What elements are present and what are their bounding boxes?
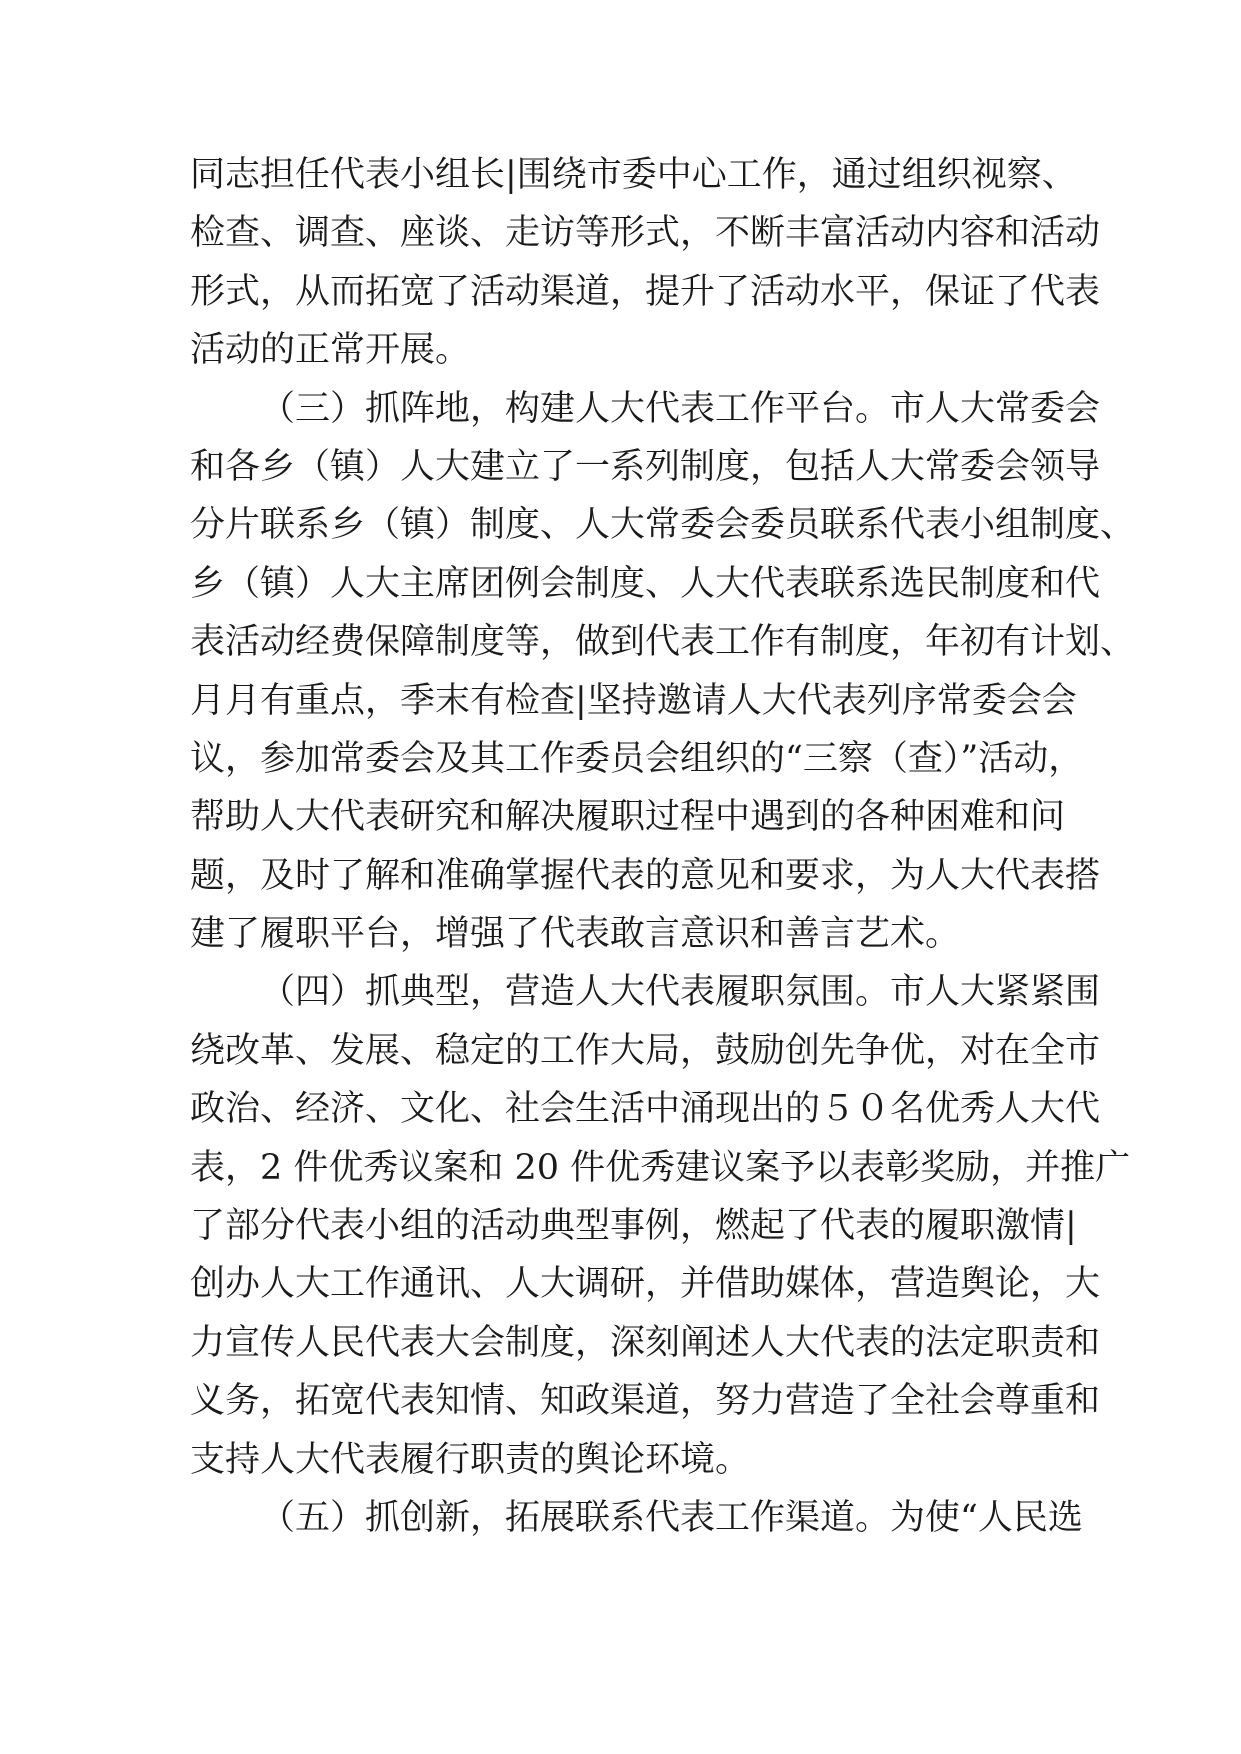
paragraph-1-line-4: 活动的正常开展。 — [190, 330, 471, 371]
paragraph-1-line-1: 同志担任代表小组长|围绕市委中心工作，通过组织视察、 — [190, 155, 1077, 195]
paragraph-4-line-1: （五）抓创新，拓展联系代表工作渠道。为使“人民选 — [260, 1497, 1083, 1538]
paragraph-2-line-4: 乡（镇）人大主席团例会制度、人大代表联系选民制度和代 — [190, 563, 1101, 604]
paragraph-3-line-9: 支持人大代表履行职责的舆论环境。 — [190, 1439, 751, 1480]
paragraph-1-line-3: 形式，从而拓宽了活动渠道，提升了活动水平，保证了代表 — [190, 271, 1101, 312]
paragraph-2-line-2: 和各乡（镇）人大建立了一系列制度，包括人大常委会领导 — [190, 446, 1101, 487]
paragraph-2-line-9: 题，及时了解和准确掌握代表的意见和要求，为人大代表搭 — [190, 855, 1101, 896]
paragraph-2-line-8: 帮助人大代表研究和解决履职过程中遇到的各种困难和问 — [190, 797, 1066, 838]
paragraph-3-line-8: 义务，拓宽代表知情、知政渠道，努力营造了全社会尊重和 — [190, 1381, 1101, 1422]
paragraph-2-line-5: 表活动经费保障制度等，做到代表工作有制度，年初有计划、 — [190, 622, 1136, 663]
paragraph-2-line-1: （三）抓阵地，构建人大代表工作平台。市人大常委会 — [260, 388, 1101, 429]
paragraph-2-line-3: 分片联系乡（镇）制度、人大常委会委员联系代表小组制度、 — [190, 505, 1136, 546]
body-text — [190, 146, 1136, 1547]
paragraph-2-line-6: 月月有重点，季末有检查|坚持邀请人大代表列序常委会会 — [190, 680, 1077, 721]
paragraph-3-line-5: 了部分代表小组的活动典型事例，燃起了代表的履职激情| — [190, 1206, 1077, 1247]
paragraph-2-line-10: 建了履职平台，增强了代表敢言意识和善言艺术。 — [190, 914, 961, 955]
paragraph-3-line-4: 表，2 件优秀议案和 20 件优秀建议案予以表彰奖励，并推广 — [190, 1147, 1131, 1188]
paragraph-3-line-3: 政治、经济、文化、社会生活中涌现出的５０名优秀人大代 — [190, 1089, 1101, 1130]
paragraph-3-line-2: 绕改革、发展、稳定的工作大局，鼓励创先争优，对在全市 — [190, 1030, 1101, 1071]
paragraph-3-line-1: （四）抓典型，营造人大代表履职氛围。市人大紧紧围 — [260, 972, 1101, 1013]
paragraph-3-line-6: 创办人大工作通讯、人大调研，并借助媒体，营造舆论，大 — [190, 1264, 1101, 1305]
paragraph-3-line-7: 力宣传人民代表大会制度，深刻阐述人大代表的法定职责和 — [190, 1322, 1101, 1363]
paragraph-2-line-7: 议，参加常委会及其工作委员会组织的“三察（查）”活动， — [190, 738, 1084, 779]
paragraph-1-line-2: 检查、调查、座谈、走访等形式，不断丰富活动内容和活动 — [190, 213, 1101, 254]
